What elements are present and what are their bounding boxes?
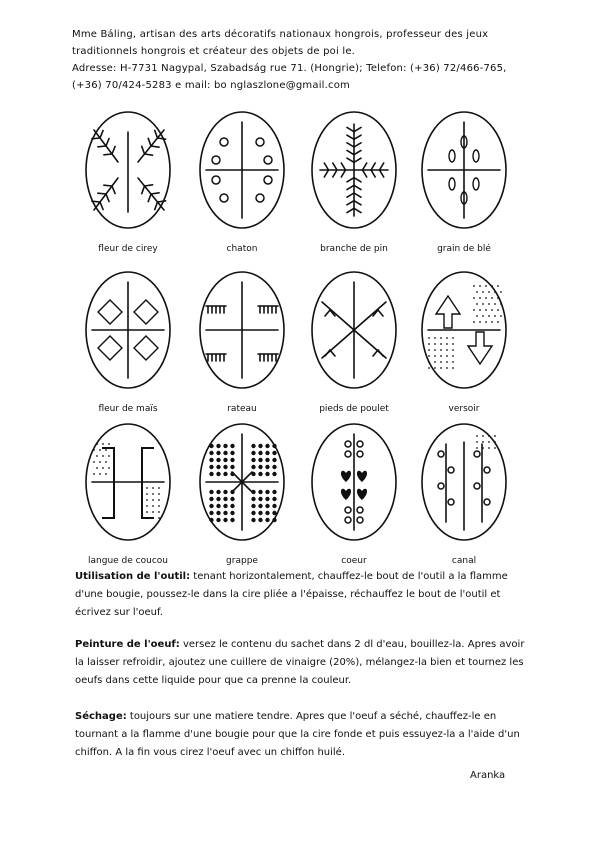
header-line-2: traditionnels hongrois et créateur des objets de poi le.	[72, 46, 356, 57]
plough-arrows-icon	[416, 262, 512, 400]
egg-label-6: rateau	[227, 404, 257, 414]
egg-design-4	[414, 102, 544, 262]
egg-label-12: canal	[451, 556, 477, 566]
grape-cluster-icon	[194, 414, 290, 552]
paragraph-utilisation	[75, 568, 535, 622]
egg-label-7: pieds de poulet	[319, 404, 389, 414]
pine-branch-icon	[306, 102, 402, 240]
egg-design-6	[192, 262, 322, 422]
chaton-loops-icon	[194, 102, 290, 240]
peinture-heading: Peinture de l'oeuf:	[75, 639, 180, 650]
egg-label-5: fleur de maïs	[98, 404, 158, 414]
header-line-4: (+36) 70/424-5283 e mail: bo nglaszlone@gmail.com	[72, 80, 350, 91]
egg-label-10: grappe	[226, 556, 258, 566]
header-line-3: Adresse: H-7731 Nagypal, Szabadság rue 71. (Hongrie); Telefon: (+36) 72/466-765,	[72, 63, 507, 74]
chicken-feet-icon	[306, 262, 402, 400]
egg-label-1: fleur de cirey	[98, 244, 158, 254]
paragraph-sechage	[75, 708, 535, 762]
paragraph-peinture	[75, 636, 535, 690]
cuckoo-tongue-icon	[80, 414, 176, 552]
rake-icon	[194, 262, 290, 400]
egg-label-8: versoir	[448, 404, 480, 414]
egg-design-1	[78, 102, 208, 262]
egg-label-3: branche de pin	[320, 244, 388, 254]
egg-design-9	[78, 414, 208, 574]
cirey-branches-icon	[80, 102, 176, 240]
egg-design-2	[192, 102, 322, 262]
wheat-grain-icon	[416, 102, 512, 240]
egg-label-4: grain de blé	[437, 244, 491, 254]
egg-design-5	[78, 262, 208, 422]
egg-label-11: coeur	[341, 556, 367, 566]
egg-label-9: langue de coucou	[88, 556, 168, 566]
peinture-text: versez le contenu du sachet dans 2 dl d'eau, bouillez-la. Apres avoir la laisser refroidir, ajoutez une cuillere de vinaigre (20%), mélangez-la bien et tournez les oeufs dans cette liquide pour que ca prenne la couleur.	[75, 639, 525, 686]
egg-design-12	[414, 414, 544, 574]
header-line-1: Mme Báling, artisan des arts décoratifs nationaux hongrois, professeur des jeux	[72, 29, 489, 40]
sechage-heading: Séchage:	[75, 711, 127, 722]
signature: Aranka	[470, 770, 506, 781]
utilisation-heading: Utilisation de l'outil:	[75, 571, 191, 582]
egg-label-2: chaton	[226, 244, 258, 254]
egg-design-8	[414, 262, 544, 422]
heart-motif-icon	[306, 414, 402, 552]
corn-flower-icon	[80, 262, 176, 400]
egg-design-10	[192, 414, 322, 574]
sechage-text: toujours sur une matiere tendre. Apres que l'oeuf a séché, chauffez-le en tournant a la flamme d'une bougie pour que la cire fonde et puis essuyez-la a l'aide d'un chiffon. A la fin vous cirez l'oeuf avec un chiffon huilé.	[75, 711, 520, 758]
utilisation-text: tenant horizontalement, chauffez-le bout de l'outil a la flamme d'une bougie, poussez-le dans la cire pliée a l'épaisse, réchauffez le bout de l'outil et écrivez sur l'oeuf.	[75, 571, 508, 618]
canal-motif-icon	[416, 414, 512, 552]
